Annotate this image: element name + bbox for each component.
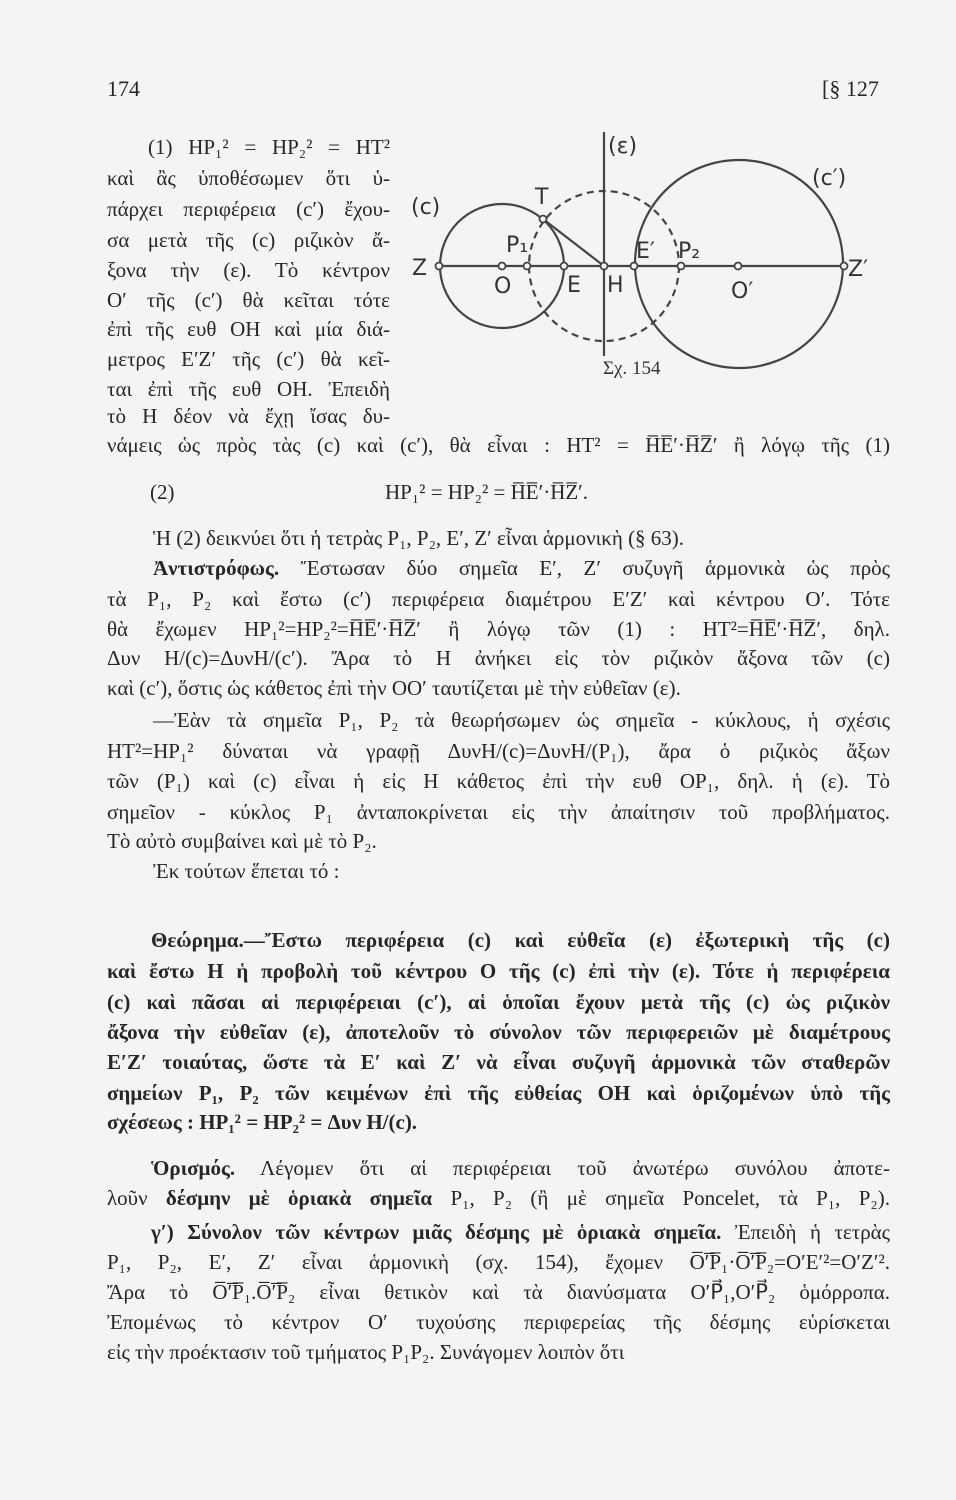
text-line [107, 585, 890, 613]
text: λοῦν [107, 1186, 166, 1210]
text-line [107, 402, 390, 430]
label-c-prime: (c′) [812, 166, 847, 191]
text-line [107, 226, 390, 254]
text-line [153, 554, 890, 582]
text-line [107, 767, 890, 795]
label-P1: P₁ [506, 233, 529, 258]
tangent-segment [543, 219, 604, 266]
text-line [107, 988, 890, 1016]
text-line [107, 431, 890, 459]
text-line [107, 286, 390, 314]
text-line [151, 926, 890, 954]
bold-text: Ἀντιστρόφως. [153, 556, 280, 580]
text-line [107, 644, 890, 672]
label-c: (c) [411, 195, 441, 220]
text-line [153, 706, 890, 734]
text: Ἔστωσαν δύο σημεῖα Ε′, Ζ′ συζυγῆ ἁρμονικὰ ὡς πρὸς [279, 556, 890, 580]
bold-text: σχέσεως : HP₁² = HP₂² = Δυν Η/(c). [107, 1110, 418, 1134]
label-epsilon: (ε) [608, 134, 638, 159]
text: καὶ (c′), ὅστις ὡς κάθετος ἐπὶ τὴν ΟΟ′ ταυτίζεται μὲ τὴν εὐθεῖαν (ε). [107, 676, 681, 700]
text-line [107, 798, 890, 826]
label-H: H [607, 273, 624, 298]
bold-text: καὶ ἔστω Η ἡ προβολὴ τοῦ κέντρου Ο τῆς (c) ἐπὶ τὴν (ε). Τότε ἡ περιφέρεια [107, 959, 890, 983]
bold-text: δέσμην μὲ ὁριακὰ σημεῖα [165, 1186, 433, 1210]
text: Λέγομεν ὅτι αἱ περιφέρειαι τοῦ ἀνωτέρω συνόλου ἀποτε- [235, 1156, 890, 1180]
text: P₁, P₂, Ε′, Ζ′ εἶναι ἁρμονικὴ (σχ. 154), ἔχομεν O̅′̅P̅₁·O̅′̅P̅₂=Ο′Ε′²=Ο′Ζ′². [107, 1250, 890, 1274]
text-line [107, 1018, 890, 1046]
text: —Ἐὰν τὰ σημεῖα P₁, P₂ τὰ θεωρήσωμεν ὡς σημεῖα - κύκλους, ἡ σχέσις [153, 708, 890, 732]
text: Ἄρα τὸ O̅′̅P̅₁.O̅′̅P̅₂ εἶναι θετικὸν καὶ τὰ διανύσματα O′P⃗₁,O′P⃗₂ ὁμόρροπα. [107, 1280, 890, 1304]
bold-text: σημείων P₁, P₂ τῶν κειμένων ἐπὶ τῆς εὐθείας ΟΗ καὶ ὁριζομένων ὑπὸ τῆς [107, 1081, 890, 1105]
text: καὶ ἂς ὑποθέσωμεν ὅτι ὑ- [107, 166, 390, 190]
text-line [107, 1048, 890, 1076]
page-number: 174 [107, 76, 140, 101]
bold-text: Ε′Ζ′ τοιαύτας, ὥστε τὰ Ε′ καὶ Ζ′ νὰ εἶναι συζυγῆ ἁρμονικὰ τῶν σταθερῶν [107, 1050, 890, 1074]
text-line [107, 1108, 890, 1136]
text: Ο′ τῆς (c′) θὰ κεῖται τότε [107, 288, 390, 312]
bold-text: Ὁρισμός. [151, 1156, 236, 1180]
text: τῶν (P₁) καὶ (c) εἶναι ἡ εἰς Η κάθετος ἐπὶ τὴν ευθ ΟP₁, δηλ. ἡ (ε). Τὸ [107, 769, 890, 793]
text-line [107, 195, 390, 223]
text-line [107, 957, 890, 985]
bold-text: Θεώρημα.—Ἔστω περιφέρεια (c) καὶ εὐθεῖα (ε) ἐξωτερικὴ τῆς (c) [151, 928, 890, 952]
text: HT²=HP₁² δύναται νὰ γραφῇ ΔυνΗ/(c)=ΔυνΗ/(P₁), ἄρα ὁ ριζικὸς ἄξων [107, 739, 890, 763]
text-line [107, 315, 390, 343]
label-E-prime: E′ [636, 239, 655, 264]
label-E: E [567, 273, 581, 298]
text: ἐπὶ τῆς ευθ ΟΗ καὶ μία διά- [107, 317, 390, 341]
text: Ἡ (2) δεικνύει ὅτι ἡ τετρὰς P₁, P₂, Ε′, Ζ′ εἶναι ἁρμονικὴ (§ 63). [153, 526, 685, 550]
text: σα μετὰ τῆς (c) ριζικὸν ἄ- [107, 228, 390, 252]
text: Τὸ αὐτὸ συμβαίνει καὶ μὲ τὸ P₂. [107, 829, 377, 853]
text-line [107, 1079, 890, 1107]
text-line [150, 478, 210, 506]
text: ξονα τὴν (ε). Τὸ κέντρον [107, 258, 390, 282]
text: Ἐπομένως τὸ κέντρον Ο′ τυχούσης περιφερείας τῆς δέσμης εὑρίσκεται [107, 1310, 890, 1334]
label-T: T [535, 185, 549, 210]
text: τὸ Η δέον νὰ ἔχῃ ἴσας δυ- [107, 404, 390, 428]
bold-text: (c) καὶ πᾶσαι αἱ περιφέρειαι (c′), αἱ ὁποῖαι ἔχουν μετὰ τῆς (c) ὡς ριζικὸν [107, 990, 890, 1014]
text-line [107, 615, 890, 643]
text: Ἐκ τούτων ἕπεται τό : [153, 859, 340, 883]
text: θὰ ἔχωμεν HP₁²=HP₂²=H̅E̅′·H̅Z̅′ ἢ λόγῳ τῶν (1) : HT²=H̅E̅′·H̅Z̅′, δηλ. [107, 617, 890, 641]
bold-text: ἄξονα τὴν εὐθεῖαν (ε), ἀποτελοῦν τὸ σύνολον τῶν περιφερειῶν μὲ διαμέτρους [107, 1020, 890, 1044]
text: (1) HP₁² = HP₂² = HT² [148, 135, 390, 159]
text: (2) [150, 480, 175, 504]
label-Z: Z [412, 256, 428, 281]
text: τὰ P₁, P₂ καὶ ἔστω (c′) περιφέρεια διαμέτρου Ε′Ζ′ καὶ κέντρου Ο′. Τότε [107, 587, 890, 611]
text-line [107, 256, 390, 284]
text-line [153, 524, 890, 552]
text-line [107, 1248, 890, 1276]
label-O: O [494, 274, 512, 299]
text: μετρος Ε′Ζ′ τῆς (c′) θὰ κεῖ- [107, 347, 390, 371]
text-line [153, 857, 553, 885]
text: HP₁² = HP₂² = H̅E̅′·H̅Z̅′. [385, 480, 589, 504]
text: Ἐπειδὴ ἡ τετρὰς [721, 1220, 890, 1244]
text-line [151, 1218, 890, 1246]
text-line [107, 1184, 890, 1212]
text-line [107, 1278, 890, 1306]
figure-caption: Σχ. 154 [603, 358, 661, 379]
text-line [107, 375, 390, 403]
text-line [107, 345, 390, 373]
label-P2: P₂ [678, 239, 701, 264]
text-line [107, 827, 890, 855]
text: ται ἐπὶ τῆς ευθ ΟΗ. Ἐπειδὴ [107, 377, 390, 401]
bold-text: γ′) Σύνολον τῶν κέντρων μιᾶς δέσμης μὲ ὁριακὰ σημεῖα. [151, 1220, 722, 1244]
text: νάμεις ὡς πρὸς τὰς (c) καὶ (c′), θὰ εἶναι : HT² = H̅E̅′·H̅Z̅′ ἢ λόγῳ τῆς (1) [107, 433, 890, 457]
label-Z-prime: Z′ [848, 257, 869, 282]
text-line [385, 478, 685, 506]
text: σημεῖον - κύκλος P₁ ἀνταποκρίνεται εἰς τὴν ἀπαίτησιν τοῦ προβλήματος. [107, 800, 890, 824]
text: P₁, P₂ (ἢ μὲ σημεῖα Poncelet, τὰ P₁, P₂). [432, 1186, 890, 1210]
text-line [148, 133, 390, 161]
text-line [107, 1308, 890, 1336]
text: εἰς τὴν προέκτασιν τοῦ τμήματος P₁P₂. Συνάγομεν λοιπὸν ὅτι [107, 1340, 625, 1364]
text-line [107, 737, 890, 765]
text-line [107, 1338, 890, 1366]
section-reference: [§ 127 [822, 76, 879, 101]
text-line [151, 1154, 890, 1182]
text: πάρχει περιφέρεια (c′) ἔχου- [107, 197, 390, 221]
label-O-prime: O′ [731, 279, 754, 304]
text: Δυν Η/(c)=ΔυνΗ/(c′). Ἄρα τὸ Η ἀνήκει εἰς τὸν ριζικὸν ἄξονα τῶν (c) [107, 646, 890, 670]
text-line [107, 674, 890, 702]
text-line [107, 164, 390, 192]
